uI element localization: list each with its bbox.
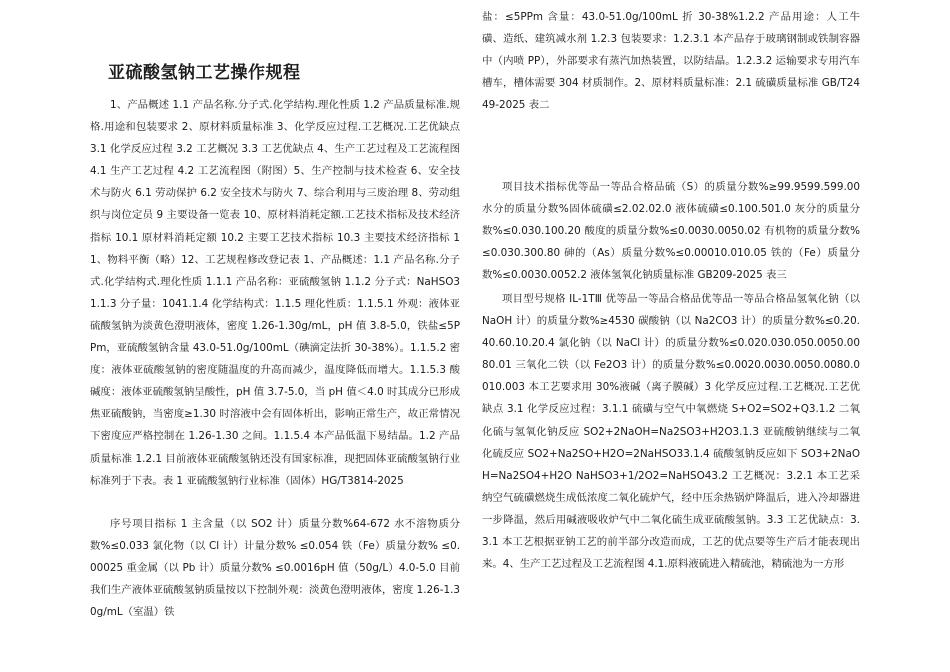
- right-paragraph-1: 盐：≤5PPm 含量：43.0-51.0g/100mL 折 30-38%1.2.2 产品用途：人工牛磺、造纸、建筑减水剂 1.2.3 包装要求：1.2.3.1 本产品存于玻璃钢制或铁制容器中（内喷 PP），外部要求有蒸汽加热装置，以防结晶。1.2.3.2 运输要求专用汽车槽车，槽体需要 304 材质制作。2、原材料质量标准：2.1 硫磺质量标准 GB/T2449-2025 表二: [482, 11, 860, 112]
- right-paragraph-2: 项目技术指标优等品一等品合格品硫（S）的质量分数%≥99.9599.599.00 水分的质量分数%固体硫磺≤2.02.02.0 液体硫磺≤0.100.501.0 灰分的质量分数%≤0.030.100.20 酸度的质量分数%≤0.0030.0050.02 有机物的质量分数%≤0.030.300.80 砷的（As）质量分数%≤0.00010.010.05 铁的（Fe）质量分数%≤0.0030.0052.2 液体氢氧化钠质量标准 GB209-2025 表三: [482, 181, 860, 282]
- left-paragraph-2: 序号项目指标 1 主含量（以 SO2 计）质量分数%64-672 水不溶物质分数%≤0.033 氯化物（以 Cl 计）计量分数% ≤0.054 铁（Fe）质量分数% ≤0.00025 重金属（以 Pb 计）质量分数% ≤0.0016pH 值（50g/L）4.0-5.0 目前我们生产液体亚硫酸氢钠质量按以下控制外观：淡黄色澄明液体，密度 1.26-1.30g/mL（室温）铁: [90, 518, 460, 619]
- left-paragraph-1: 1、产品概述 1.1 产品名称.分子式.化学结构.理化性质 1.2 产品质量标准.规格.用途和包装要求 2、原材料质量标准 3、化学反应过程.工艺概况.工艺优缺点 3.1 化学反应过程 3.2 工艺概况 3.3 工艺优缺点 4、生产工艺过程及工艺流程图 4.1 生产工艺过程 4.2 工艺流程图（附图）5、生产控制与技术检查 6、安全技术与防火 6.1 劳动保护 6.2 安全技术与防火 7、综合利用与三废治理 8、劳动组织与岗位定员 9 主要设备一览表 10、原材料消耗定额.工艺技术指标及技术经济指标 10.1 原材料消耗定额 10.2 主要工艺技术指标 10.3 主要技术经济指标 11、物料平衡（略）12、工艺规程修改登记表 1、产品概述：1.1 产品名称.分子式.化学结构式.理化性质 1.1.1 产品名称：亚硫酸氢钠 1.1.2 分子式：NaHSO31.1.3 分子量：1041.1.4 化学结构式：1.1.5 理化性质：1.1.5.1 外观：液体亚硫酸氢钠为淡黄色澄明液体，密度 1.26-1.30g/mL，pH 值 3.8-5.0，铁盐≤5PPm，亚硫酸氢钠含量 43.0-51.0g/100mL（碘滴定法折 30-38%）。1.1.5.2 密度：液体亚硫酸氢钠的密度随温度的升高而减少，温度降低而增大。1.1.5.3 酸碱度：液体亚硫酸氢钠呈酸性，pH 值 3.7-5.0，当 pH 值＜4.0 时其成分已形成焦亚硫酸钠，当密度≥1.30 时溶液中会有固体析出，影响正常生产，故正常情况下密度应严格控制在 1.26-1.30 之间。1.1.5.4 本产品低温下易结晶。1.2 产品质量标准 1.2.1 目前液体亚硫酸氢钠还没有国家标准，现把固体亚硫酸氢钠行业标准列于下表。表 1 亚硫酸氢钠行业标准（固体）HG/T3814-2025: [90, 99, 461, 487]
- right-paragraph-3: 项目型号规格 IL-1TⅢ 优等品一等品合格品优等品一等品合格品氢氧化钠（以 NaOH 计）的质量分数%≥4530 碳酸钠（以 Na2CO3 计）的质量分数%≤0.20.40.60.10.20.4 氯化钠（以 NaCl 计）的质量分数%≤0.020.030.050.0050.0080.01 三氧化二铁（以 Fe2O3 计）的质量分数%≤0.0020.0030.0050.0080.0010.003 本工艺要求用 30%液碱（离子膜碱）3 化学反应过程.工艺概况.工艺优缺点 3.1 化学反应过程：3.1.1 硫磺与空气中氧燃烧 S+O2=SO2+Q3.1.2 二氧化硫与氢氧化钠反应 SO2+2NaOH=Na2SO3+H2O3.1.3 亚硫酸钠继续与二氧化硫反应 SO2+Na2SO+H2O=2NaHSO33.1.4 硫酸氢钠反应如下 SO3+2NaOH=Na2SO4+H2O NaHSO3+1/2O2=NaHSO43.2 工艺概况：3.2.1 本工艺采纳空气硫磺燃烧生成低浓度二氧化硫炉气，经中压余热锅炉降温后，进入冷却器进一步降温，然后用碱液吸收炉气中二氧化硫生成亚硫酸氢钠。3.3 工艺优缺点：3.3.1 本工艺根据亚钠工艺的前半部分改造而成，工艺的优点要等生产后才能表现出来。4、生产工艺过程及工艺流程图 4.1.原料液硫进入精硫池，精硫池为一方形: [482, 293, 860, 571]
- document-title: 亚硫酸氢钠工艺操作规程: [108, 63, 301, 83]
